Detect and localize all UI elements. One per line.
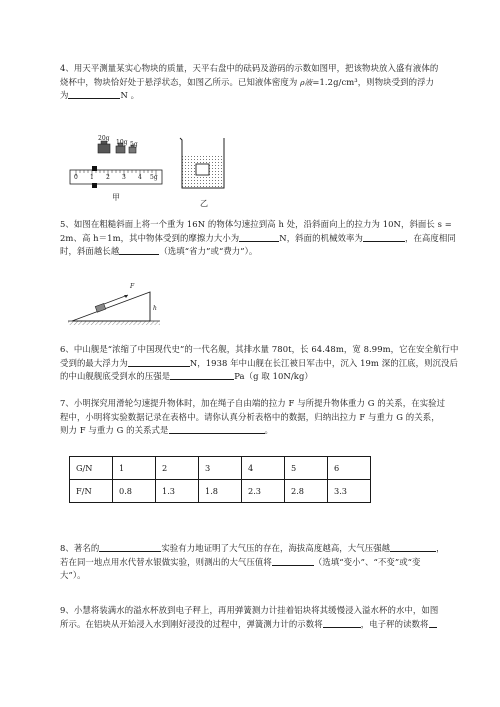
- table-cell: 6: [328, 457, 371, 480]
- table-cell: 2.3: [242, 480, 285, 503]
- question-5: [60, 218, 470, 259]
- weight-20g: [98, 141, 110, 153]
- table-cell: 2: [156, 457, 199, 480]
- q4-blank-buoyancy[interactable]: [68, 89, 120, 99]
- table-cell: 4: [242, 457, 285, 480]
- q7-line2: 程中，小明将实验数据记录在表格中。请你认真分析表格中的数据，归纳出拉力 F 与重力 G 的关系，: [60, 411, 440, 422]
- q5-line3: 时，斜面越长越 （选填“省力”或“费力”）。: [60, 246, 258, 257]
- weight-label-5g: 5g: [130, 141, 138, 148]
- table-row: [70, 480, 371, 503]
- ruler-mark-2: 2: [106, 174, 110, 181]
- rho-symbol: ρ液: [300, 77, 313, 87]
- q8-line3: 大”）。: [60, 570, 86, 581]
- ruler-mark-5g: 5g: [150, 174, 158, 181]
- q4-line1: 4、用天平测量某实心物块的质量，天平右盘中的砝码及游码的示数如图甲，把该物块放入盛有液体的: [60, 63, 439, 73]
- table-cell: 3.3: [328, 480, 371, 503]
- question-6: [60, 343, 470, 384]
- q7-blank-formula[interactable]: [169, 424, 265, 434]
- ruler-mark-3: 3: [122, 174, 126, 181]
- table-cell: 1: [113, 457, 156, 480]
- floating-block: [196, 164, 209, 175]
- q8-blank-pressure-trend[interactable]: [390, 542, 436, 552]
- figure-label-jia: 甲: [112, 193, 120, 202]
- q5-line1: 5、如图在粗糙斜面上将一个重为 16N 的物体匀速拉到高 h 处，沿斜面向上的拉力为 10N，斜面长 s =: [60, 219, 452, 229]
- question-9: [60, 604, 470, 631]
- ruler-mark-0: 0: [74, 174, 78, 181]
- q5-blank-effort[interactable]: [119, 245, 159, 255]
- q5-blank-friction[interactable]: [239, 232, 279, 242]
- figure-label-yi: 乙: [200, 199, 208, 208]
- beaker-figure-yi: [178, 134, 228, 194]
- q9-blank-spring-scale[interactable]: [323, 618, 361, 628]
- table-cell: 1.3: [156, 480, 199, 503]
- q6-line1: 6、中山舰是“浓缩了中国现代史”的一代名舰，其排水量 780t，长 64.48m，宽 8.99m，它在安全航行中: [60, 344, 459, 354]
- q9-line2: 所示。在铝块从开始浸入水到刚好浸没的过程中，弹簧测力计的示数将 ，电子秤的读数将: [60, 618, 470, 632]
- table-cell: F/N: [70, 480, 113, 503]
- ruler-mark-1: 1: [90, 174, 94, 181]
- ground: [68, 321, 160, 325]
- q8-line1: 8、著名的 实验有力地证明了大气压的存在，海拔高度越高，大气压强越 ，: [60, 543, 445, 553]
- q8-line2: 若在同一地点用水代替水银做实验，则测出的大气压值将 （选填“变小”、“不变”或“变: [60, 556, 421, 567]
- q9-blank-scale-reading[interactable]: [429, 618, 437, 628]
- weight-label-20g: 20g: [98, 135, 110, 142]
- incline-plane: [72, 292, 150, 321]
- rider-bottom: [92, 183, 97, 188]
- force-label: F: [130, 283, 135, 290]
- table-cell: 0.8: [113, 480, 156, 503]
- q4-line3: 为 N 。: [60, 90, 140, 101]
- q8-blank-experiment[interactable]: [99, 542, 161, 552]
- q6-blank-pressure[interactable]: [170, 370, 234, 380]
- rider-top: [92, 166, 97, 171]
- q7-line3: 则力 F 与重力 G 的关系式是 。: [60, 425, 273, 436]
- question-7: [60, 397, 470, 438]
- question-8: [60, 542, 470, 583]
- data-table: [69, 456, 371, 503]
- incline-figure: [66, 286, 166, 326]
- ruler-mark-4: 4: [138, 174, 142, 181]
- q9-line1: 9、小慧将装满水的溢水杯放到电子秤上，再用弹簧测力计挂着铝块将其缓慢浸入溢水杯的水中，如图: [60, 605, 439, 615]
- q8-blank-measured-value[interactable]: [272, 556, 314, 566]
- weight-label-10g: 10g: [116, 139, 128, 146]
- table-row: [70, 457, 371, 480]
- table-cell: 5: [285, 457, 328, 480]
- q6-blank-buoyancy[interactable]: [128, 357, 190, 367]
- q5-line2: 2m、高 h＝1m，其中物体受到的摩擦力大小为 N，斜面的机械效率为 ，在高度相同: [60, 232, 456, 243]
- q5-blank-efficiency[interactable]: [363, 232, 405, 242]
- q6-line3: 的中山舰舰底受到水的压强是 Pa（g 取 10N/kg）: [60, 371, 313, 382]
- question-4: [60, 62, 470, 103]
- table-cell: G/N: [70, 457, 113, 480]
- table-cell: 3: [199, 457, 242, 480]
- q7-line1: 7、小明探究用滑轮匀速提升物体时，加在绳子自由端的拉力 F 与所提升物体重力 G 的关系，在实验过: [60, 398, 446, 408]
- table-cell: 2.8: [285, 480, 328, 503]
- table-cell: 1.8: [199, 480, 242, 503]
- q6-line2: 受到的最大浮力为 N，1938 年中山舰在长江被日军击中，沉入 19m 深的江底，则沉没后: [60, 357, 459, 368]
- q4-line2: 烧杯中，物块恰好处于悬浮状态，如图乙所示。已知液体密度为 ρ液=1.2g/cm³，则物块受到的浮力: [60, 76, 435, 87]
- height-label: h: [153, 305, 157, 312]
